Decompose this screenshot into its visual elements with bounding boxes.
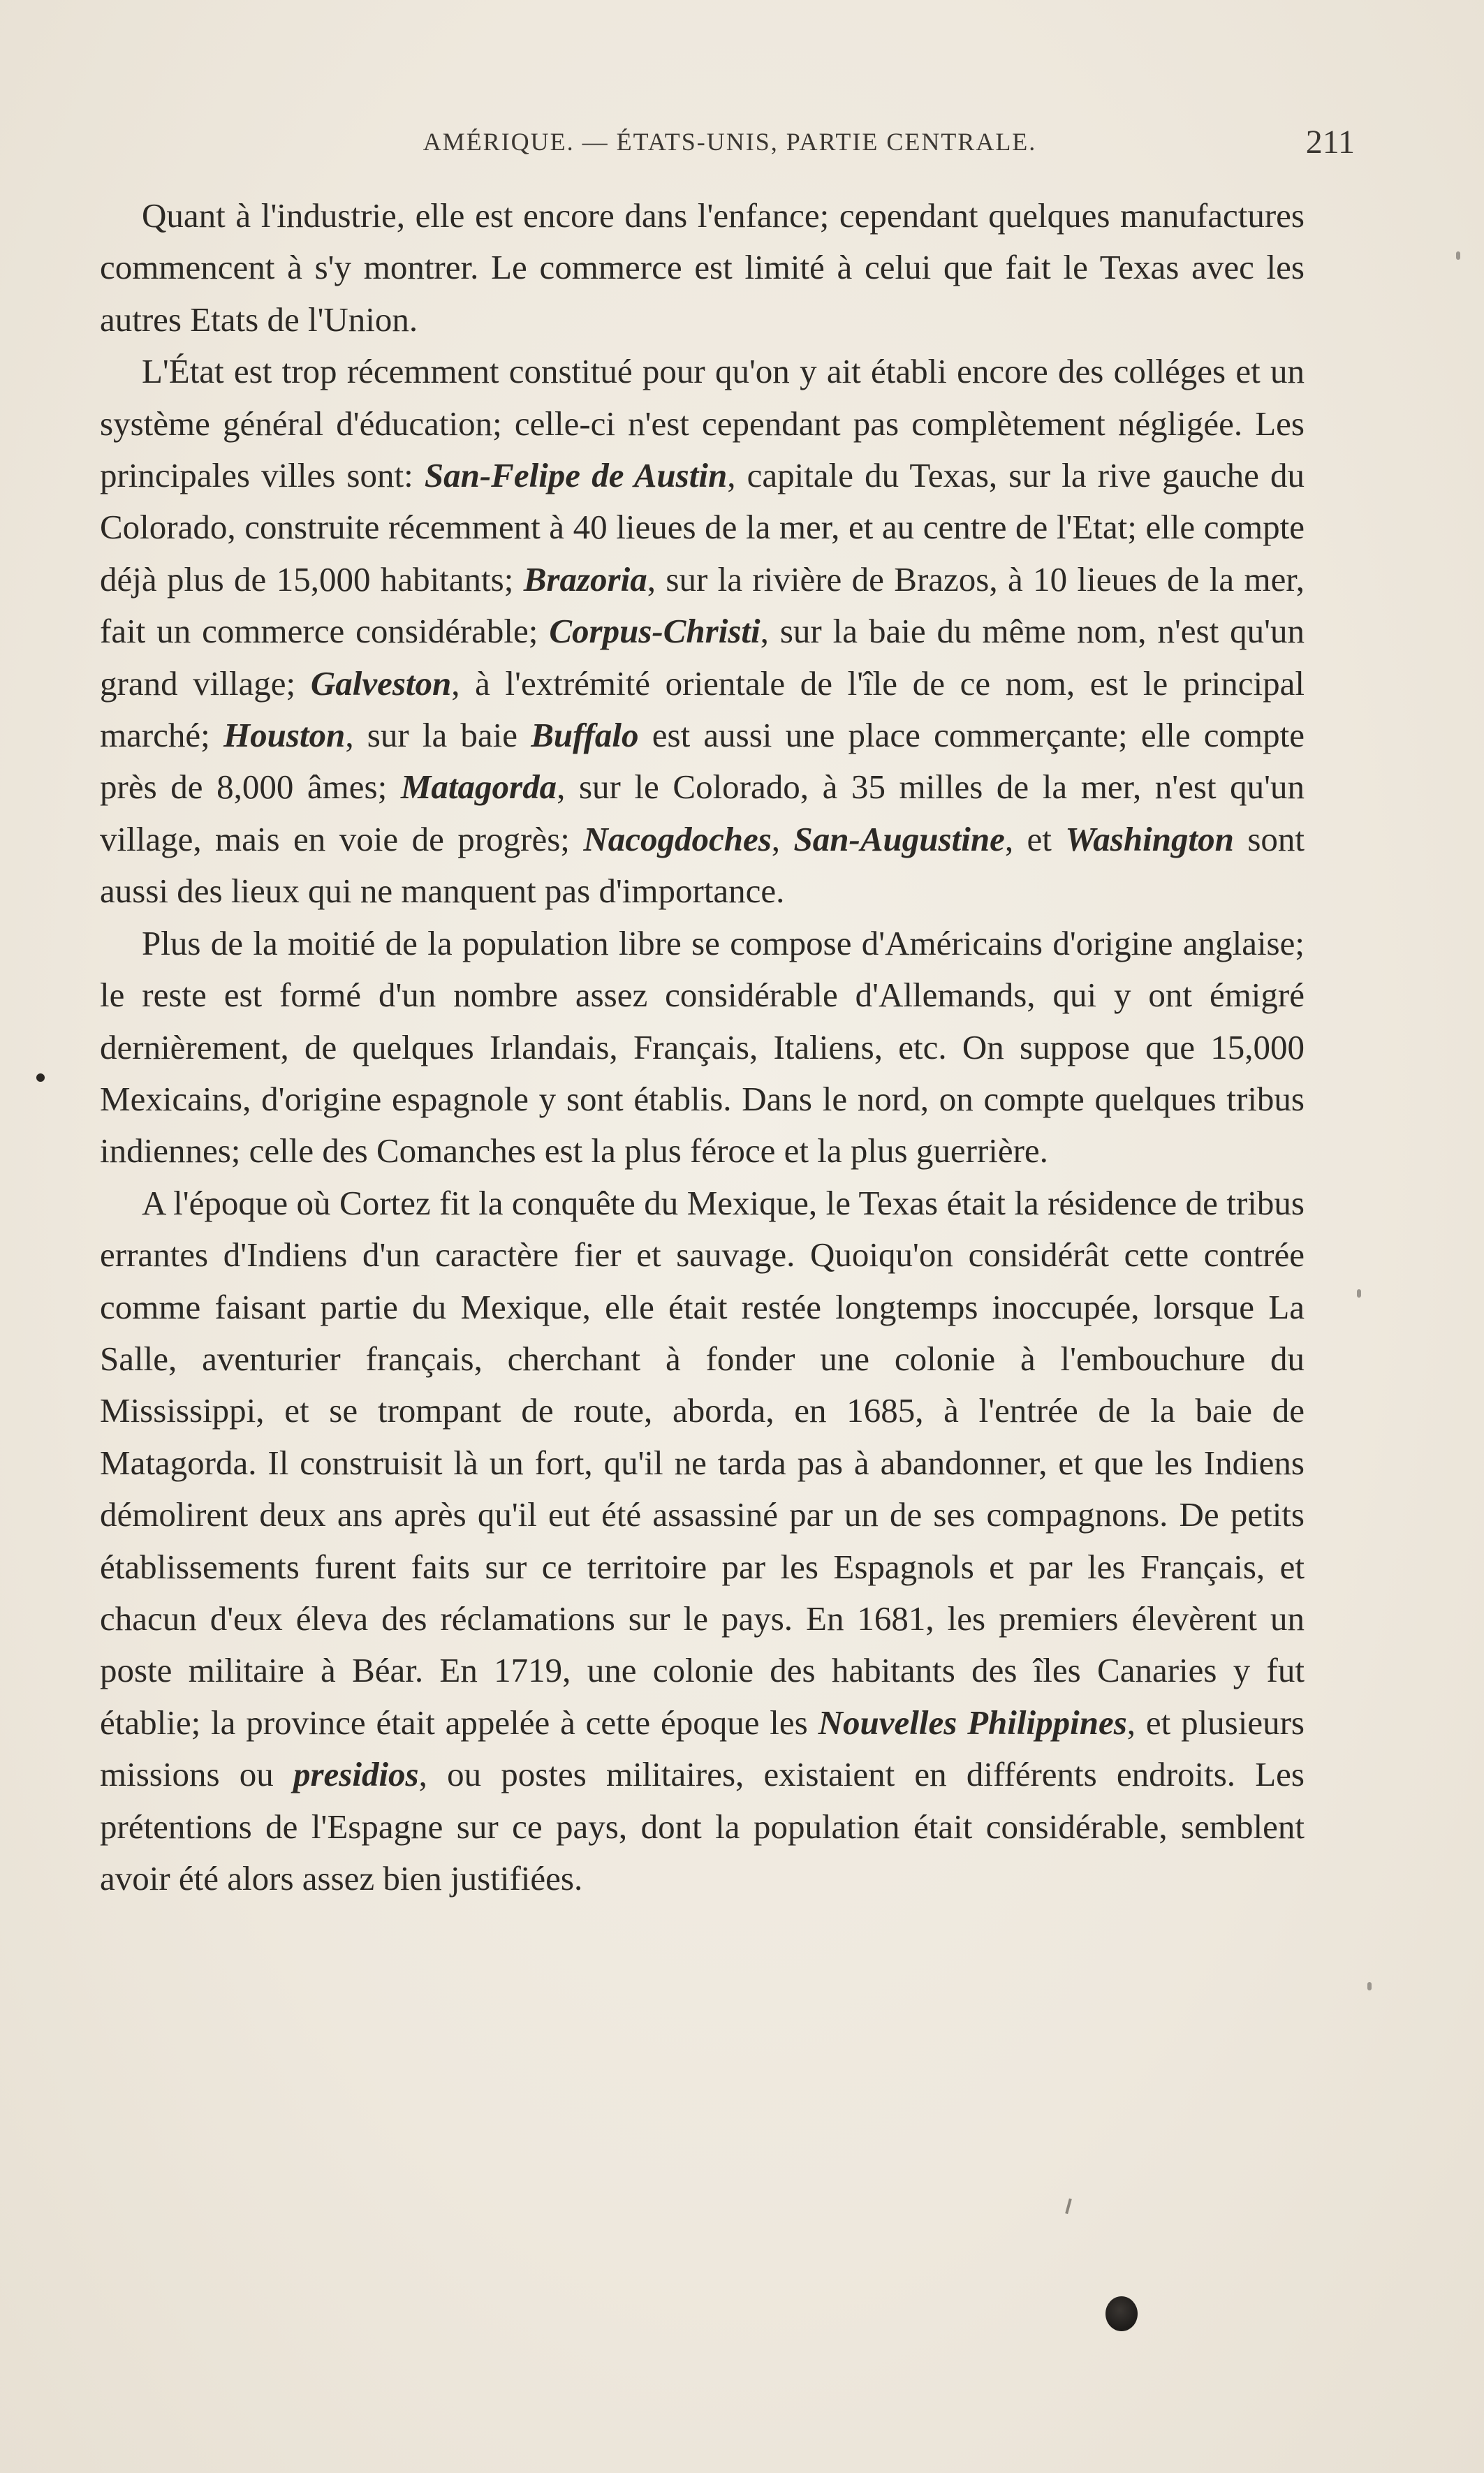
place-name: Galveston (310, 663, 452, 703)
place-name: Corpus-Christi (549, 612, 761, 651)
place-name: San-Augustine (793, 819, 1005, 858)
body-text (100, 190, 1305, 1905)
place-name: Nacogdoches (583, 819, 772, 858)
paragraph (100, 1177, 1305, 1905)
text-segment: est aussi une place commerçante; elle compte près de 8,000 âmes; (100, 716, 1305, 807)
page-header (105, 124, 1355, 169)
place-name: presidios (293, 1755, 419, 1794)
place-name: San-Felipe de Austin (424, 456, 728, 495)
text-segment: , capitale du Texas, sur la rive gauche du Colorado, construite récemment à 40 lieues de la mer, et au centre de l'Etat; elle compte déjà plus de 15,000 habitants; (100, 456, 1305, 599)
text-segment: , et (1004, 819, 1066, 858)
paragraph (100, 918, 1305, 1177)
text-segment: sont aussi des lieux qui ne manquent pas d'importance. (100, 819, 1305, 911)
text-segment: Plus de la moitié de la population libre se compose d'Américains d'origine anglaise; le reste est formé d'un nombre assez considérable d'Allemands, qui y ont émigré dernièrement, de quelques Irlandais, Français, Italiens, etc. On suppose que 15,000 Mexicains, d'origine espagnole y sont établis. Dans le nord, on compte quelques tribus indiennes; celle des Comanches est la plus féroce et la plus guerrière. (100, 923, 1305, 1171)
text-segment: L'État est trop récemment constitué pour qu'on y ait établi encore des colléges et un système général d'éducation; celle-ci n'est cependant pas complètement négligée. Les principales villes sont: (100, 352, 1305, 495)
text-segment: Quant à l'industrie, elle est encore dans l'enfance; cependant quelques manufactures commencent à s'y montrer. Le commerce est limité à celui que fait le Texas avec les autres Etats de l'Union. (100, 196, 1305, 339)
text-segment: , sur la rivière de Brazos, à 10 lieues de la mer, fait un commerce considérable; (100, 559, 1305, 651)
place-name: Buffalo (531, 716, 639, 755)
margin-speck-mark (1456, 251, 1460, 260)
text-segment: , ou postes militaires, existaient en différents endroits. Les prétentions de l'Espagne sur ce pays, dont la population était considérable, semblent avoir été alors assez bien justifiées. (100, 1755, 1305, 1898)
text-segment: , sur la baie (345, 716, 531, 755)
text-segment: A l'époque où Cortez fit la conquête du Mexique, le Texas était la résidence de tribus errantes d'Indiens d'un caractère fier et sauvage. Quoiqu'on considérât cette contrée comme faisant partie du Mexique, elle était restée longtemps inoccupée, lorsque La Salle, aventurier français, cherchant à fonder une colonie à l'embouchure du Mississippi, et se trompant de route, aborda, en 1685, à l'entrée de la baie de Matagorda. Il construisit là un fort, qu'il ne tarda pas à abandonner, et que les Indiens démolirent deux ans après qu'il eut été assassiné par un de ses compagnons. De petits établissements furent faits sur ce territoire par les Espagnols et par les Français, et chacun d'eux éleva des réclamations sur le pays. En 1681, les premiers élevèrent un poste militaire à Béar. En 1719, une colonie des habitants des îles Canaries y fut établie; la province était appelée à cette époque les (100, 1183, 1305, 1742)
place-name: Brazoria (523, 559, 647, 599)
ink-blot-mark (1105, 2296, 1138, 2331)
paragraph (100, 190, 1305, 346)
text-segment: , à l'extrémité orientale de l'île de ce nom, est le principal marché; (100, 663, 1305, 755)
paragraph (100, 346, 1305, 917)
text-segment: , et plusieurs missions ou (100, 1703, 1305, 1794)
place-name: Nouvelles Philippines (818, 1703, 1127, 1742)
ink-stroke-mark (1065, 2199, 1072, 2214)
margin-dot-mark (36, 1073, 45, 1082)
text-segment: , (771, 819, 794, 858)
page-number: 211 (1305, 124, 1355, 161)
place-name: Matagorda (400, 768, 557, 807)
margin-speck-mark (1357, 1289, 1361, 1298)
place-name: Washington (1065, 819, 1234, 858)
place-name: Houston (223, 716, 346, 755)
running-title: AMÉRIQUE. — ÉTATS-UNIS, PARTIE CENTRALE. (423, 128, 1037, 156)
text-segment: , sur la baie du même nom, n'est qu'un grand village; (100, 612, 1305, 703)
margin-speck-mark (1367, 1982, 1372, 1990)
text-segment: , sur le Colorado, à 35 milles de la mer, n'est qu'un village, mais en voie de progrès; (100, 768, 1305, 858)
